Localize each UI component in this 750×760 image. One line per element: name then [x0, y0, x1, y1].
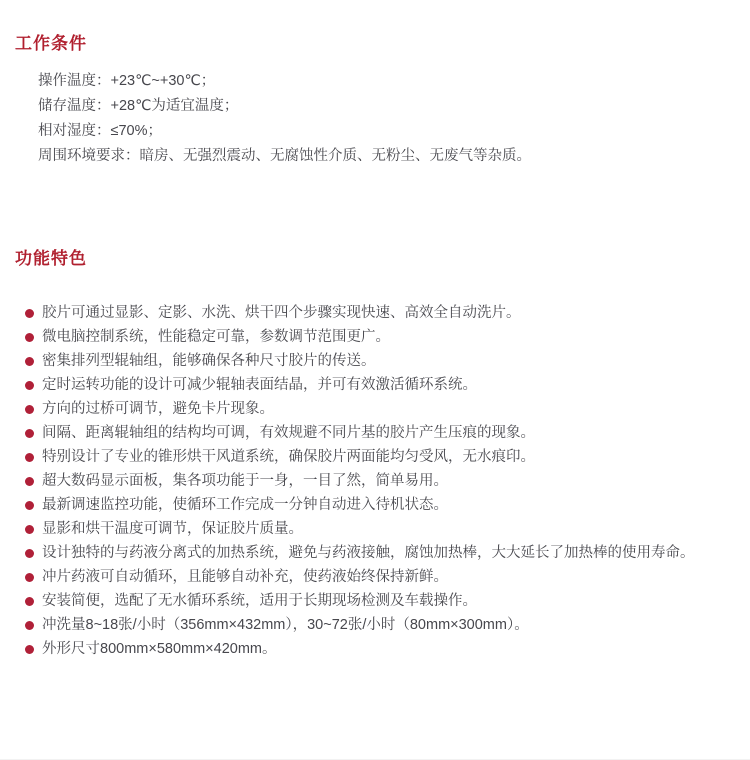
bullet-icon	[25, 573, 34, 582]
feature-item	[25, 589, 730, 613]
feature-text: 微电脑控制系统，性能稳定可靠，参数调节范围更广。	[42, 329, 390, 345]
feature-text: 定时运转功能的设计可减少辊轴表面结晶，并可有效激活循环系统。	[42, 377, 477, 393]
condition-text: 相对湿度：≤70%；	[38, 123, 162, 139]
feature-item	[25, 565, 730, 589]
feature-item	[25, 613, 730, 637]
feature-text: 密集排列型辊轴组，能够确保各种尺寸胶片的传送。	[42, 353, 376, 369]
features-title: 功能特色	[15, 249, 87, 268]
bullet-icon	[25, 525, 34, 534]
feature-text: 冲洗量8~18张/小时（356mm×432mm），30~72张/小时（80mm×300mm）。	[42, 617, 529, 633]
condition-text: 储存温度：+28℃为适宜温度；	[38, 98, 239, 114]
feature-text: 胶片可通过显影、定影、水洗、烘干四个步骤实现快速、高效全自动洗片。	[42, 305, 521, 321]
feature-item	[25, 349, 730, 373]
bullet-icon	[25, 621, 34, 630]
working-conditions-title: 工作条件	[15, 34, 87, 53]
condition-line	[38, 144, 730, 169]
feature-item	[25, 517, 730, 541]
bullet-icon	[25, 309, 34, 318]
feature-item	[25, 469, 730, 493]
condition-line	[38, 69, 730, 94]
feature-text: 最新调速监控功能，使循环工作完成一分钟自动进入待机状态。	[42, 497, 448, 513]
condition-text: 操作温度：+23℃~+30℃；	[38, 73, 216, 89]
bullet-icon	[25, 453, 34, 462]
section-working-conditions	[15, 32, 730, 169]
feature-item	[25, 445, 730, 469]
bullet-icon	[25, 429, 34, 438]
features-list	[25, 301, 730, 661]
feature-item	[25, 493, 730, 517]
feature-text: 冲片药液可自动循环，且能够自动补充，使药液始终保持新鲜。	[42, 569, 448, 585]
bullet-icon	[25, 381, 34, 390]
feature-text: 安装简便，选配了无水循环系统，适用于长期现场检测及车载操作。	[42, 593, 477, 609]
condition-line	[38, 119, 730, 144]
feature-item	[25, 301, 730, 325]
bullet-icon	[25, 501, 34, 510]
bullet-icon	[25, 477, 34, 486]
bullet-icon	[25, 549, 34, 558]
feature-item	[25, 541, 730, 565]
bullet-icon	[25, 597, 34, 606]
bullet-icon	[25, 645, 34, 654]
bullet-icon	[25, 357, 34, 366]
feature-text: 特别设计了专业的锥形烘干风道系统，确保胶片两面能均匀受风，无水痕印。	[42, 449, 535, 465]
bullet-icon	[25, 333, 34, 342]
working-conditions-list	[38, 69, 730, 169]
condition-line	[38, 94, 730, 119]
bullet-icon	[25, 405, 34, 414]
feature-item	[25, 421, 730, 445]
section-features	[15, 247, 730, 661]
condition-text: 周围环境要求：暗房、无强烈震动、无腐蚀性介质、无粉尘、无废气等杂质。	[38, 148, 531, 164]
feature-item	[25, 397, 730, 421]
feature-text: 方向的过桥可调节，避免卡片现象。	[42, 401, 274, 417]
feature-text: 外形尺寸800mm×580mm×420mm。	[42, 641, 277, 657]
feature-item	[25, 373, 730, 397]
feature-text: 超大数码显示面板，集各项功能于一身，一目了然，简单易用。	[42, 473, 448, 489]
feature-text: 显影和烘干温度可调节，保证胶片质量。	[42, 521, 303, 537]
feature-text: 设计独特的与药液分离式的加热系统，避免与药液接触，腐蚀加热棒，大大延长了加热棒的使用寿命。	[42, 545, 695, 561]
feature-item	[25, 637, 730, 661]
feature-text: 间隔、距离辊轴组的结构均可调，有效规避不同片基的胶片产生压痕的现象。	[42, 425, 535, 441]
feature-item	[25, 325, 730, 349]
